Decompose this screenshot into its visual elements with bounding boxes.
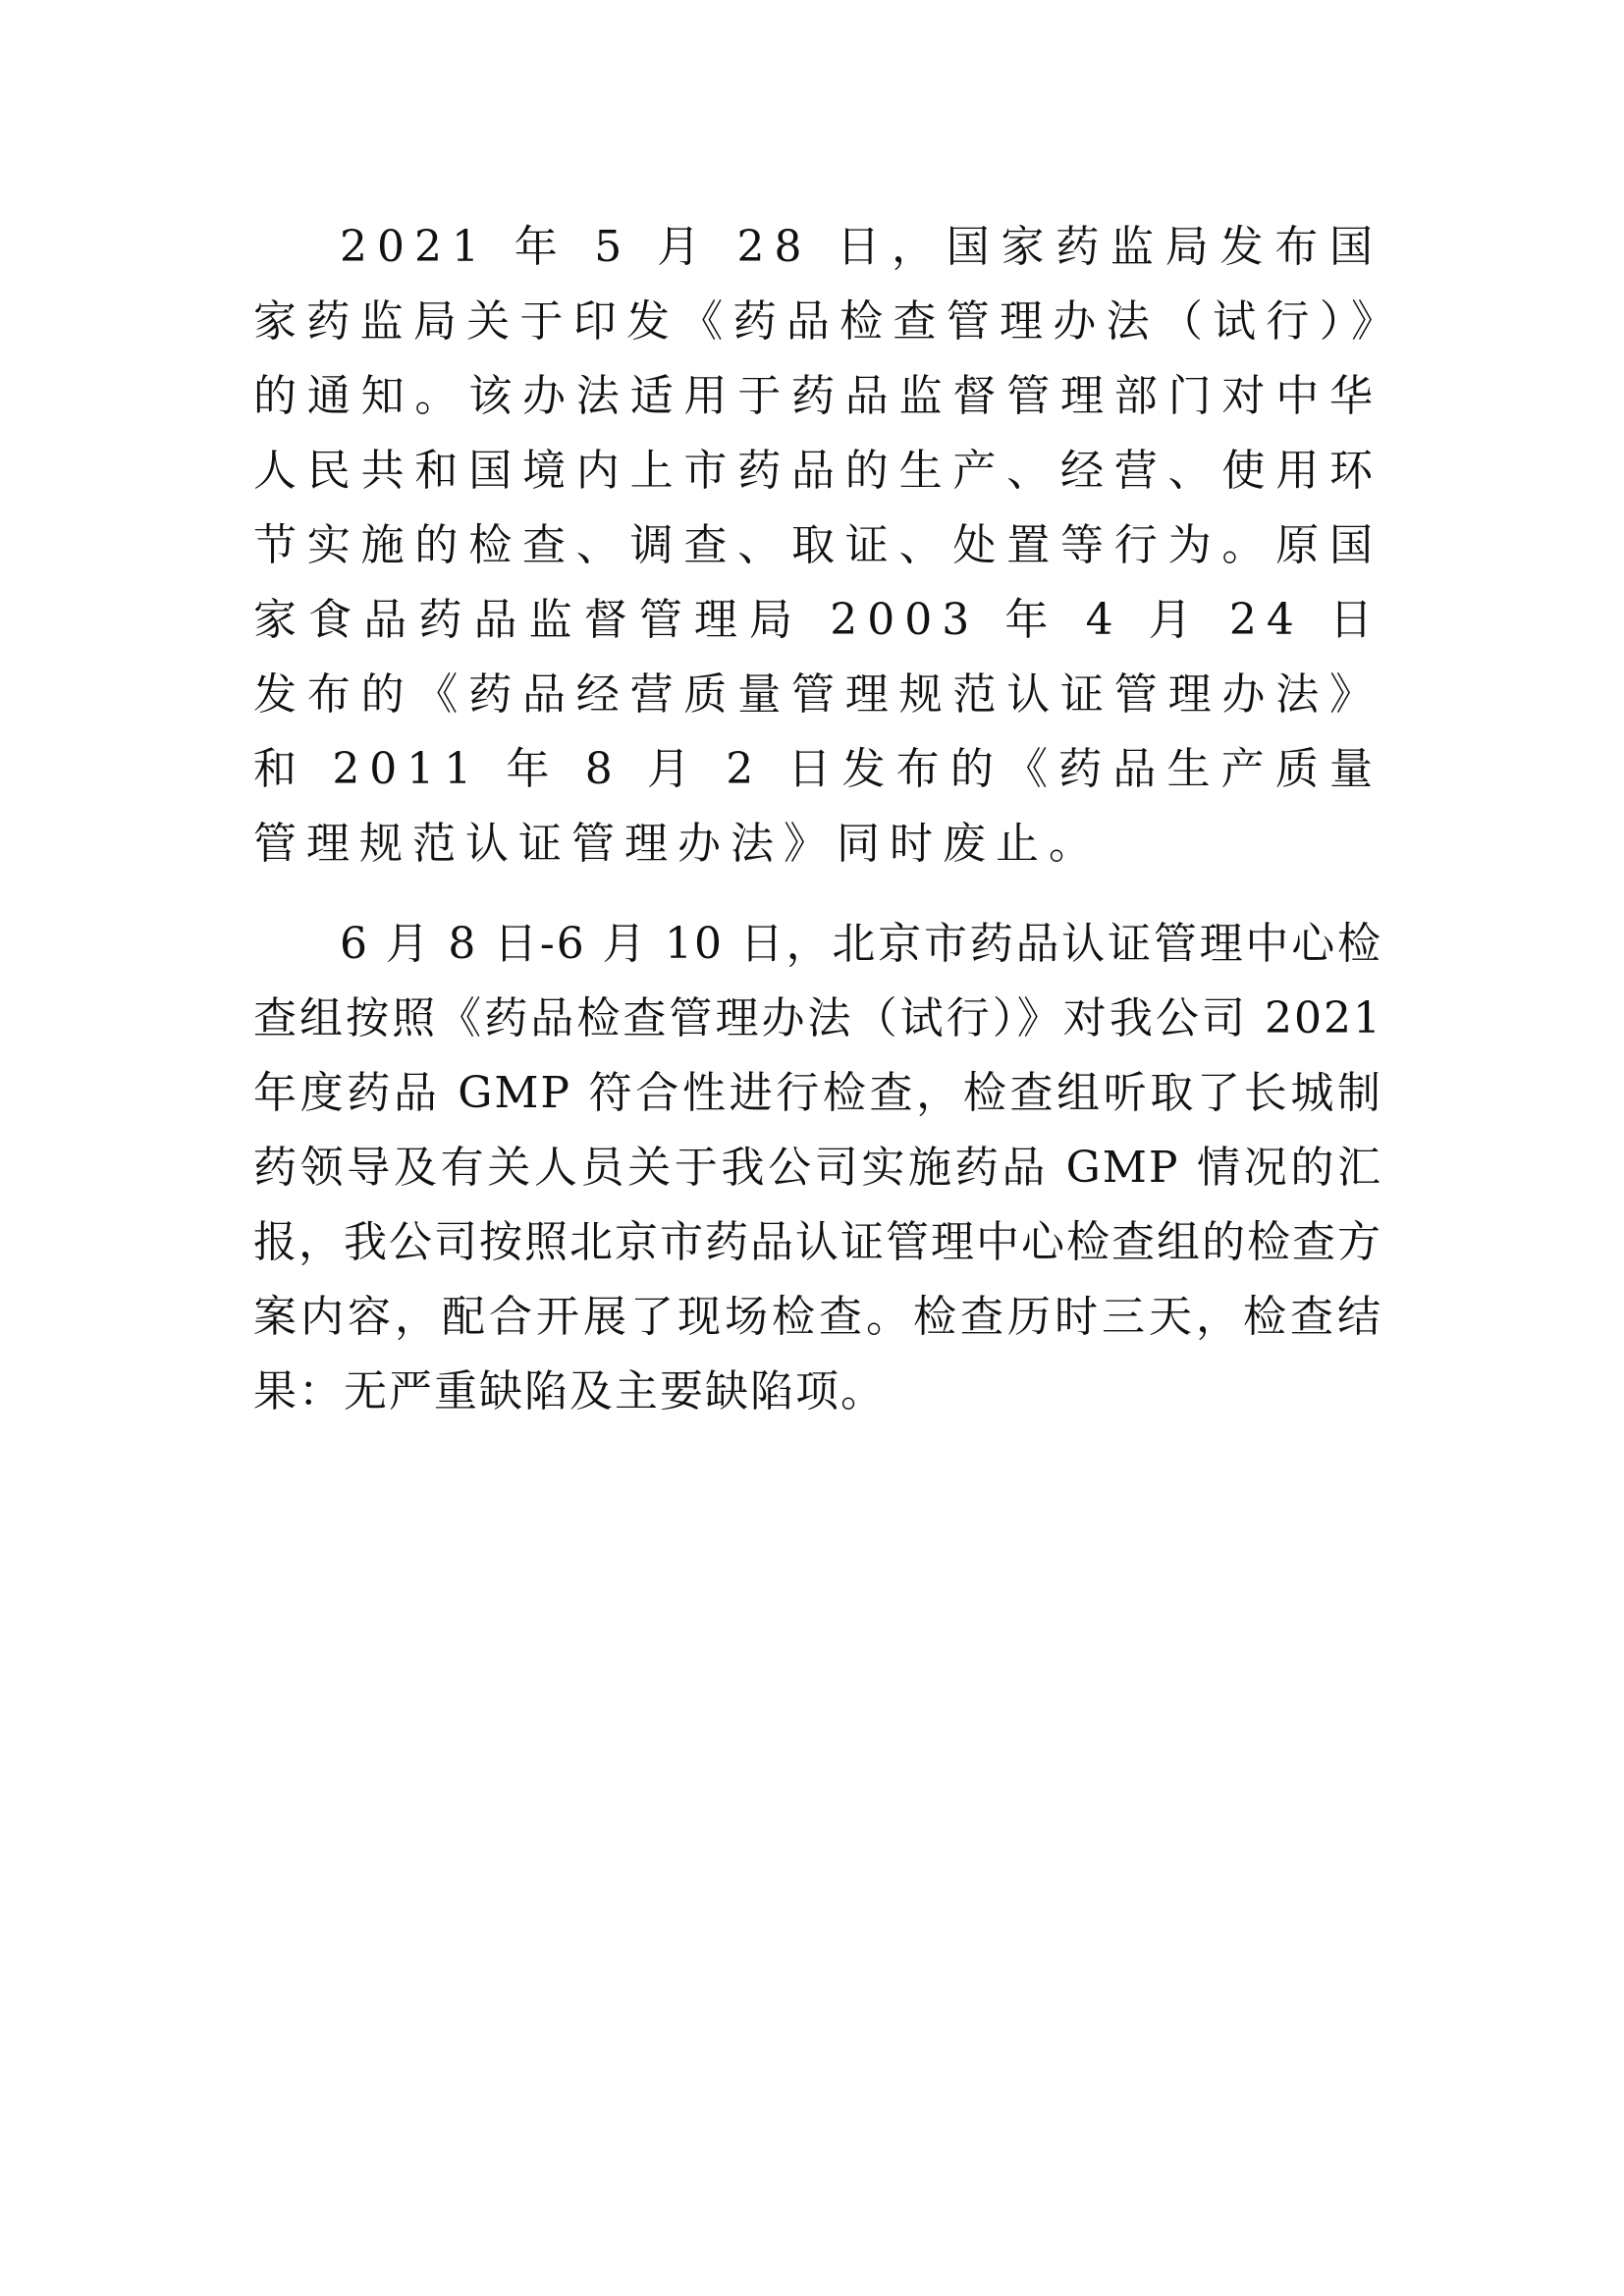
paragraph-1 — [253, 210, 1382, 881]
paragraph-1-text: 2021 年 5 月 28 日，国家药监局发布国家药监局关于印发《药品检查管理办法（试行）》的通知。该办法适用于药品监督管理部门对中华人民共和国境内上市药品的生产、经营、使用环节实施的检查、调查、取证、处置等行为。原国家食品药品监督管理局 2003 年 4 月 24 日发布的《药品经营质量管理规范认证管理办法》和 2011 年 8 月 2 日发布的《药品生产质量管理规范认证管理办法》同时废止。 — [253, 222, 1382, 869]
paragraph-2 — [253, 907, 1382, 1429]
paragraph-2-text: 6 月 8 日-6 月 10 日，北京市药品认证管理中心检查组按照《药品检查管理办法（试行）》对我公司 2021 年度药品 GMP 符合性进行检查，检查组听取了长城制药领导及有关人员关于我公司实施药品 GMP 情况的汇报，我公司按照北京市药品认证管理中心检查组的检查方案内容，配合开展了现场检查。检查历时三天，检查结果：无严重缺陷及主要缺陷项。 — [253, 919, 1382, 1416]
document-body — [253, 210, 1382, 1429]
